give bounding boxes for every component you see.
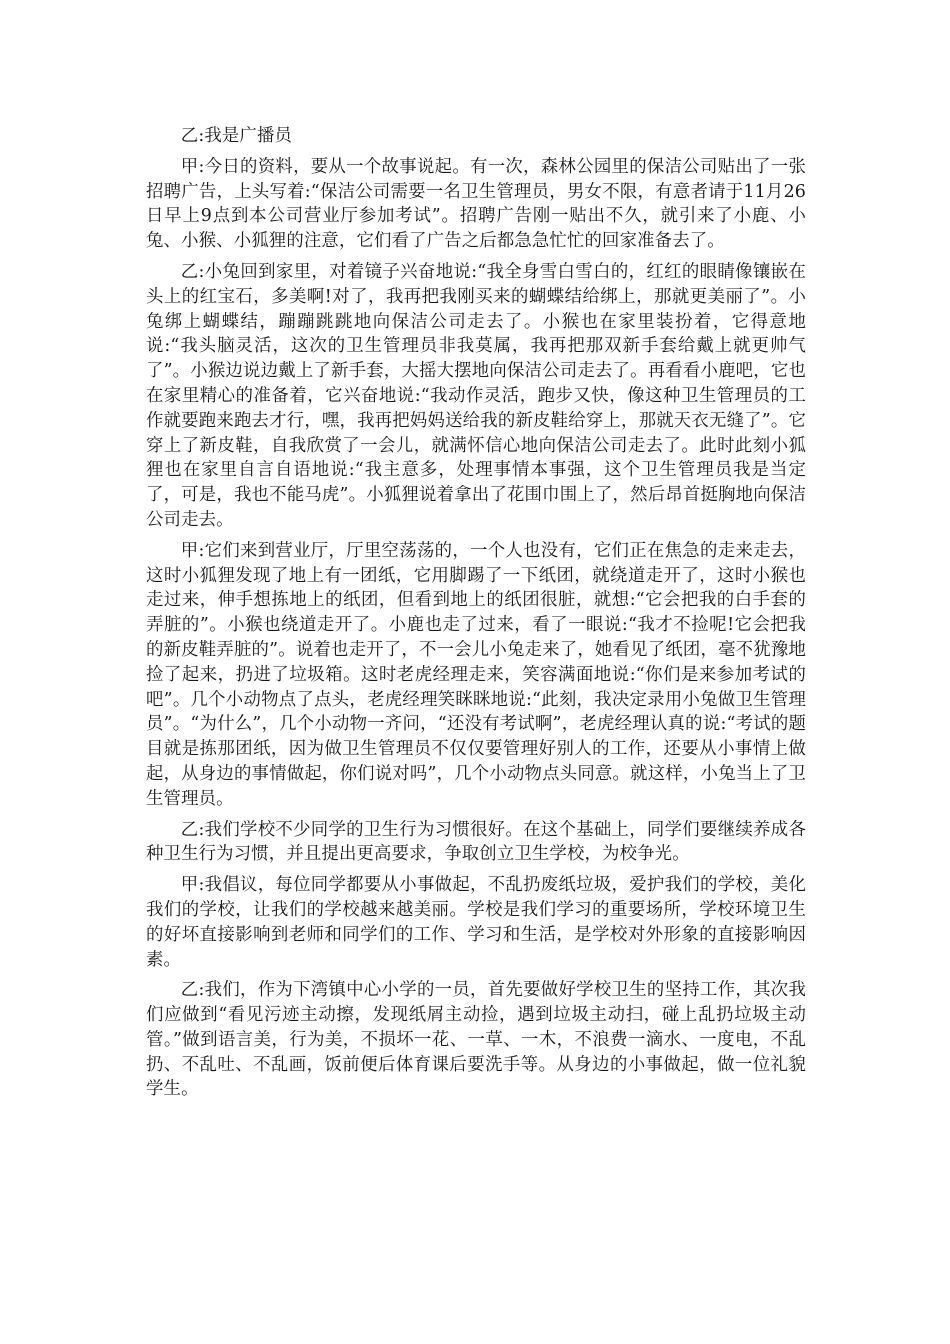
paragraph-conclusion: 乙:我们，作为下湾镇中心小学的一员，首先要做好学校卫生的坚持工作，其次我们应做到“看见污迹主动擦，发现纸屑主动捡，遇到垃圾主动扫，碰上乱扔垃圾主动管。”做到语言美，行为美，不损坏一花、一草、一木，不浪费一滴水、一度电，不乱扔、不乱吐、不乱画，饭前便后体育课后要洗手等。从身边的小事做起，做一位礼貌学生。 [146,980,806,1100]
paragraph-animals-prepare: 乙:小兔回到家里，对着镜子兴奋地说:“我全身雪白雪白的，红红的眼睛像镶嵌在头上的红宝石，多美啊!对了，我再把我刚买来的蝴蝶结给绑上，那就更美丽了”。小兔绑上蝴蝶结，蹦蹦跳跳地向保洁公司走去了。小猴也在家里装扮着，它得意地说:“我头脑灵活，这次的卫生管理员非我莫属，我再把那双新手套给戴上就更帅气了”。小猴边说边戴上了新手套，大摇大摆地向保洁公司走去了。再看看小鹿吧，它也在家里精心的准备着，它兴奋地说:“我动作灵活，跑步又快，像这种卫生管理员的工作就要跑来跑去才行，嘿，我再把妈妈送给我的新皮鞋给穿上，那就天衣无缝了”。它穿上了新皮鞋，自我欣赏了一会儿，就满怀信心地向保洁公司走去了。此时此刻小狐狸也在家里自言自语地说:“我主意多，处理事情本事强，这个卫生管理员我是当定了，可是，我也不能马虎”。小狐狸说着拿出了花围巾围上了，然后昂首挺胸地向保洁公司走去。 [146,261,806,530]
paragraph-story-intro: 甲:今日的资料，要从一个故事说起。有一次，森林公园里的保洁公司贴出了一张招聘广告，上头写着:“保洁公司需要一名卫生管理员，男女不限，有意者请于11月26日早上9点到本公司营业厅参加考试”。招聘广告刚一贴出不久，就引来了小鹿、小兔、小猴、小狐狸的注意，它们看了广告之后都急急忙忙的回家准备去了。 [146,156,806,252]
document-body [146,124,806,1108]
paragraph-broadcaster-intro: 乙:我是广播员 [180,126,293,146]
paragraph-hall-test: 甲:它们来到营业厅，厅里空荡荡的，一个人也没有，它们正在焦急的走来走去，这时小狐狸发现了地上有一团纸，它用脚踢了一下纸团，就绕道走开了，这时小猴也走过来，伸手想拣地上的纸团，但看到地上的纸团很脏，就想:“它会把我的白手套的弄脏的”。小猴也绕道走开了。小鹿也走了过来，看了一眼说:“我才不捡呢!它会把我的新皮鞋弄脏的”。说着也走开了，不一会儿小兔走来了，她看见了纸团，毫不犹豫地捡了起来，扔进了垃圾箱。这时老虎经理走来，笑容满面地说:“你们是来参加考试的吧”。几个小动物点了点头，老虎经理笑眯眯地说:“此刻，我决定录用小兔做卫生管理员”。“为什么”，几个小动物一齐问，“还没有考试啊”，老虎经理认真的说:“考试的题目就是拣那团纸，因为做卫生管理员不仅仅要管理好别人的工作，还要从小事情上做起，从身边的事情做起，你们说对吗”，几个小动物点头同意。就这样，小兔当上了卫生管理员。 [146,540,806,809]
paragraph-school-habits: 乙:我们学校不少同学的卫生行为习惯很好。在这个基础上，同学们要继续养成各种卫生行为习惯，并且提出更高要求，争取创立卫生学校，为校争光。 [146,819,806,865]
paragraph-proposal: 甲:我倡议，每位同学都要从小事做起，不乱扔废纸垃圾，爱护我们的学校，美化我们的学校，让我们的学校越来越美丽。学校是我们学习的重要场所，学校环境卫生的好坏直接影响到老师和同学们的工作、学习和生活，是学校对外形象的直接影响因素。 [146,875,806,970]
